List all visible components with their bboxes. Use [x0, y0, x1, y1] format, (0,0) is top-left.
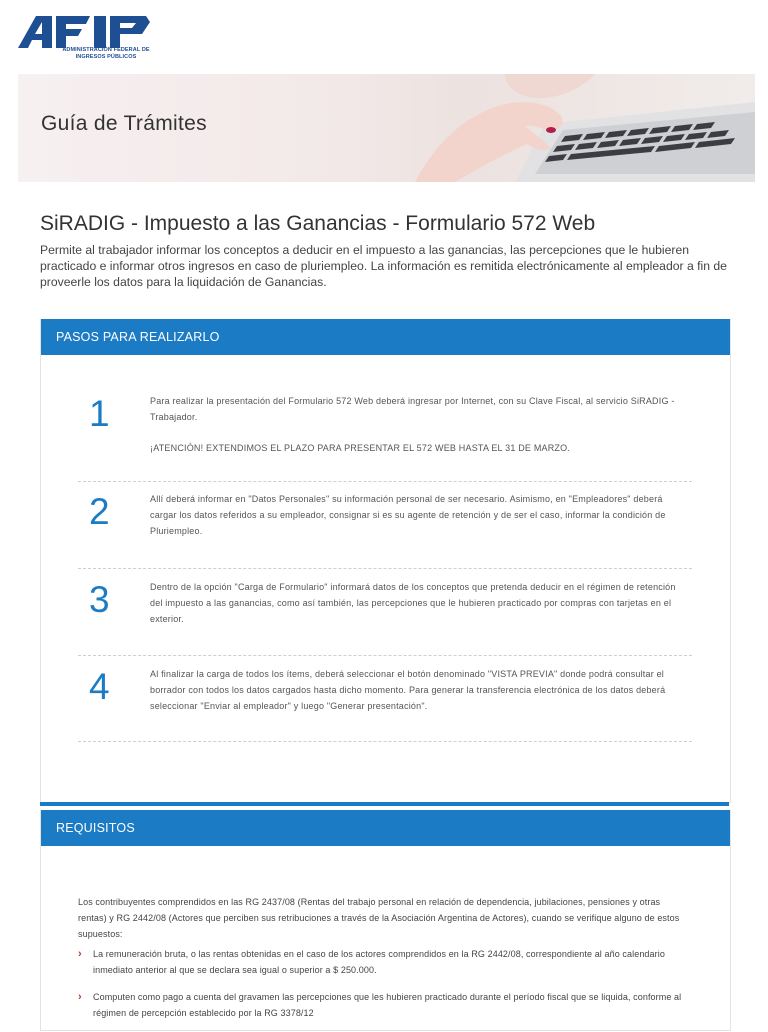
banner-title: Guía de Trámites: [41, 112, 207, 135]
steps-panel-header: PASOS PARA REALIZARLO: [41, 319, 730, 355]
step-text: [150, 579, 690, 627]
intro-paragraph: Permite al trabajador informar los conceptos a deducir en el impuesto a las ganancias, las percepciones que le hubieren practicado e informar otros ingresos en caso de pluriempleo. La información es remitida electrónicamente al empleador a fin de proveerle los datos para la liquidación de Ganancias.: [40, 243, 727, 289]
chevron-right-icon: ›: [78, 948, 82, 960]
step-divider: [78, 481, 692, 482]
requirement-text: Computen como pago a cuenta del gravamen las percepciones que les hubieren practicado durante el período fiscal que se liquida, conforme al régimen de percepción establecido por la RG 3378/12: [93, 992, 682, 1018]
step-divider: [78, 568, 692, 569]
requirements-panel: [40, 810, 731, 1031]
requirements-list: [78, 946, 682, 1021]
requirement-item: [78, 946, 682, 978]
step-number: 3: [89, 579, 110, 620]
section-separator: [40, 802, 729, 806]
step-description: Allí deberá informar en "Datos Personales" su información personal de ser necesario. Asimismo, en "Empleadores" deberá cargar los datos referidos a su empleador, consignar si es su agente de retención y de ser el caso, informar la condición de Pluriempleo.: [150, 494, 666, 536]
requirements-intro: Los contribuyentes comprendidos en las RG 2437/08 (Rentas del trabajo personal en relación de dependencia, jubilaciones, pensiones y otras rentas) y RG 2442/08 (Actores que perciben sus retribuciones a través de la Asociación Argentina de Actores), cuando se verifique alguno de estos supuestos:: [78, 897, 680, 939]
step-note: ¡ATENCIÓN! EXTENDIMOS EL PLAZO PARA PRESENTAR EL 572 WEB HASTA EL 31 DE MARZO.: [150, 443, 571, 453]
requirement-item: [78, 989, 682, 1021]
step-divider: [78, 655, 692, 656]
step-number: 2: [89, 491, 110, 532]
step-text: [150, 393, 690, 456]
page-title: SiRADIG - Impuesto a las Ganancias - Formulario 572 Web: [40, 212, 596, 235]
logo-subtitle: [54, 47, 158, 60]
guide-banner: [18, 74, 755, 182]
step-text: [150, 666, 690, 714]
laptop-hand-illustration: [395, 74, 755, 182]
steps-panel: [40, 319, 731, 803]
step-text: [150, 491, 690, 539]
chevron-right-icon: ›: [78, 991, 82, 1003]
logo-subtitle-line1: ADMINISTRACIÓN FEDERAL DE: [62, 47, 150, 53]
step-description: Para realizar la presentación del Formulario 572 Web deberá ingresar por Internet, con su Clave Fiscal, al servicio SiRADIG - Trabajador.: [150, 396, 675, 422]
requirements-body: [78, 894, 682, 1032]
step-number: 1: [89, 393, 110, 434]
step-number: 4: [89, 666, 110, 707]
step-description: Al finalizar la carga de todos los ítems, deberá seleccionar el botón denominado "VISTA PREVIA" donde podrá consultar el borrador con todos los datos cargados hasta dicho momento. Para generar la transferencia electrónica de los datos deberá seleccionar "Enviar al empleador" y luego "Generar presentación".: [150, 669, 666, 711]
afip-wordmark: [18, 14, 154, 50]
requirement-text: La remuneración bruta, o las rentas obtenidas en el caso de los actores comprendidos en la RG 2442/08, correspondiente al año calendario inmediato anterior al que se declara sea igual o superior a $ 250.000.: [93, 949, 665, 975]
step-description: Dentro de la opción "Carga de Formulario" informará datos de los conceptos que pretenda deducir en el régimen de retención del impuesto a las ganancias, como así también, las percepciones que le hubieren practicado por compras con tarjetas en el exterior.: [150, 582, 676, 624]
afip-logo[interactable]: [18, 14, 154, 62]
logo-subtitle-line2: INGRESOS PÚBLICOS: [75, 53, 137, 60]
step-divider: [78, 741, 692, 742]
requirements-panel-header: REQUISITOS: [41, 810, 730, 846]
